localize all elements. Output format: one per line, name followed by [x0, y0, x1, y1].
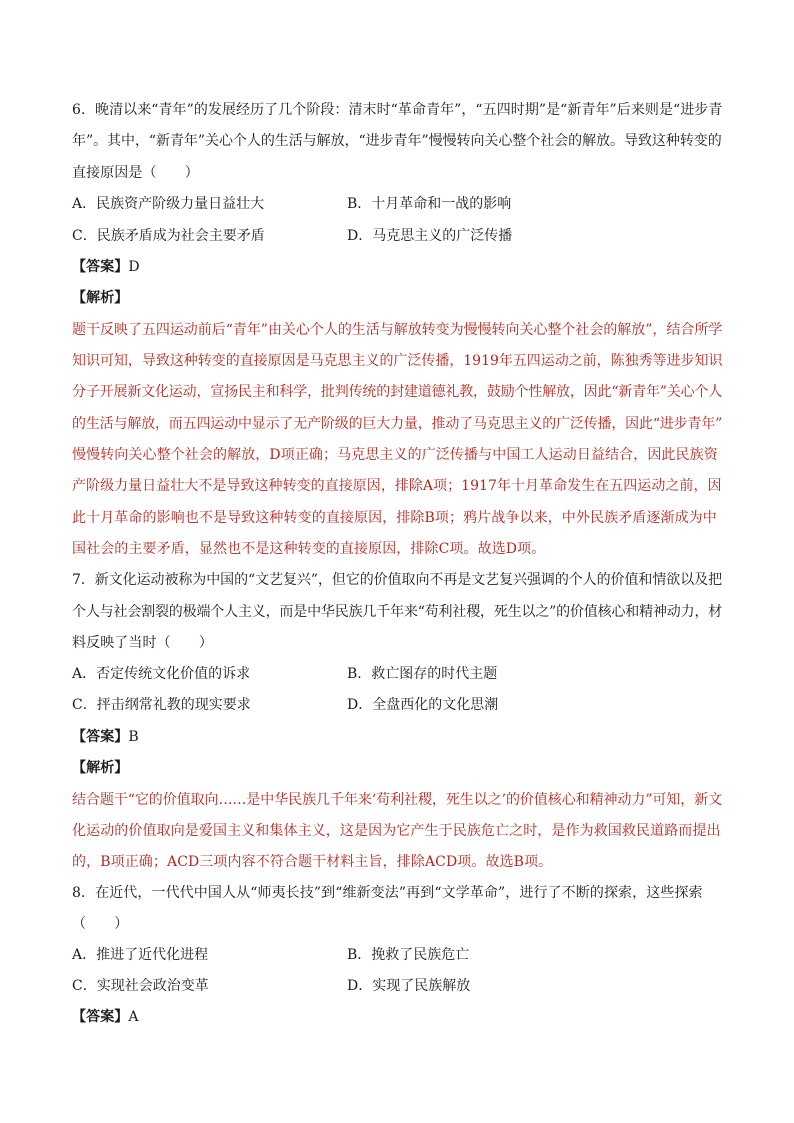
question-8-stem-line-2: （ ）	[72, 916, 129, 932]
question-6-analysis-line-2: 知识可知，导致这种转变的直接原因是马克思主义的广泛传播，1919年五四运动之前，陈独秀等进步知识	[72, 353, 723, 369]
question-7-analysis-line-3: 的，B项正确；ACD三项内容不符合题干材料主旨，排除ACD项。故选B项。	[72, 854, 553, 870]
question-7-answer	[72, 726, 139, 748]
question-7-option-c: C．抨击纲常礼教的现实要求	[72, 697, 251, 713]
analysis-label: 【解析】	[72, 290, 129, 306]
question-7-option-b: B．救亡图存的时代主题	[347, 666, 498, 682]
answer-label: 【答案】	[72, 259, 129, 275]
question-7-analysis-line-2: 化运动的价值取向是爱国主义和集体主义，这是因为它产生于民族危亡之时，是作为救国救民道路而提出	[72, 823, 721, 839]
answer-value: B	[128, 729, 139, 745]
question-6-option-c: C．民族矛盾成为社会主要矛盾	[72, 228, 265, 244]
question-6-analysis-line-7: 此十月革命的影响也不是导致这种转变的直接原因，排除B项；鸦片战争以来，中外民族矛盾逐渐成为中	[72, 510, 717, 526]
question-6-analysis-label	[72, 287, 128, 309]
question-6-analysis-line-3: 分子开展新文化运动，宣扬民主和科学，批判传统的封建道德礼教，鼓励个性解放，因此“新青年”关心个人	[72, 384, 723, 400]
question-7-option-d: D．全盘西化的文化思潮	[347, 697, 499, 713]
question-7-analysis-line-1: 结合题干“它的价值取向……是中华民族几千年来‘苟利社稷，死生以之’的价值核心和精神动力”可知，新文	[72, 792, 723, 808]
question-6-analysis-line-4: 的生活与解放，而五四运动中显示了无产阶级的巨大力量，推动了马克思主义的广泛传播，因此“进步青年”	[72, 416, 723, 432]
question-8-answer	[72, 1006, 139, 1028]
analysis-label: 【解析】	[72, 760, 129, 776]
question-7-stem-line-2: 个人与社会割裂的极端个人主义，而是中华民族几千年来“苟利社稷，死生以之”的价值核心和精神动力，材	[72, 604, 723, 620]
question-8-option-d: D．实现了民族解放	[347, 978, 471, 994]
question-8-option-c: C．实现社会政治变革	[72, 978, 209, 994]
question-6-answer	[72, 256, 140, 278]
answer-value: D	[128, 259, 140, 275]
question-8-stem-line-1: 8．在近代，一代代中国人从“师夷长技”到“维新变法”再到“文学革命”，进行了不断的探索，这些探索	[72, 885, 703, 901]
question-7-stem-line-3: 料反映了当时（ ）	[72, 635, 213, 651]
answer-label: 【答案】	[72, 1009, 129, 1025]
question-6-analysis-line-8: 国社会的主要矛盾，显然也不是这种转变的直接原因，排除C项。故选D项。	[72, 541, 546, 557]
question-8-option-b: B．挽救了民族危亡	[347, 947, 470, 963]
question-6-stem-line-3: 直接原因是（ ）	[72, 165, 199, 181]
question-6-analysis-line-5: 慢慢转向关心整个社会的解放，D项正确；马克思主义的广泛传播与中国工人运动日益结合，因此民族资	[72, 447, 718, 463]
question-6-option-b: B．十月革命和一战的影响	[347, 196, 512, 212]
question-6-option-a: A．民族资产阶级力量日益壮大	[72, 196, 265, 212]
question-6-stem-line-1: 6．晚清以来“青年”的发展经历了几个阶段：清末时“革命青年”，“五四时期”是“新青年”后来则是“进步青	[72, 102, 723, 118]
question-7-stem-line-1: 7．新文化运动被称为中国的“文艺复兴”，但它的价值取向不再是文艺复兴强调的个人的价值和情欲以及把	[72, 572, 723, 588]
answer-label: 【答案】	[72, 729, 129, 745]
question-8-option-a: A．推进了近代化进程	[72, 947, 209, 963]
question-6-stem-line-2: 年”。其中，“新青年”关心个人的生活与解放，“进步青年”慢慢转向关心整个社会的解放。导致这种转变的	[72, 133, 722, 149]
question-7-option-a: A．否定传统文化价值的诉求	[72, 666, 251, 682]
question-6-analysis-line-6: 产阶级力量日益壮大不是导致这种转变的直接原因，排除A项；1917年十月革命发生在五四运动之前，因	[72, 478, 722, 494]
question-7-analysis-label	[72, 757, 128, 779]
answer-value: A	[128, 1009, 139, 1025]
question-6-analysis-line-1: 题干反映了五四运动前后“青年”由关心个人的生活与解放转变为慢慢转向关心整个社会的解放”，结合所学	[72, 322, 723, 338]
question-6-option-d: D．马克思主义的广泛传播	[347, 228, 513, 244]
